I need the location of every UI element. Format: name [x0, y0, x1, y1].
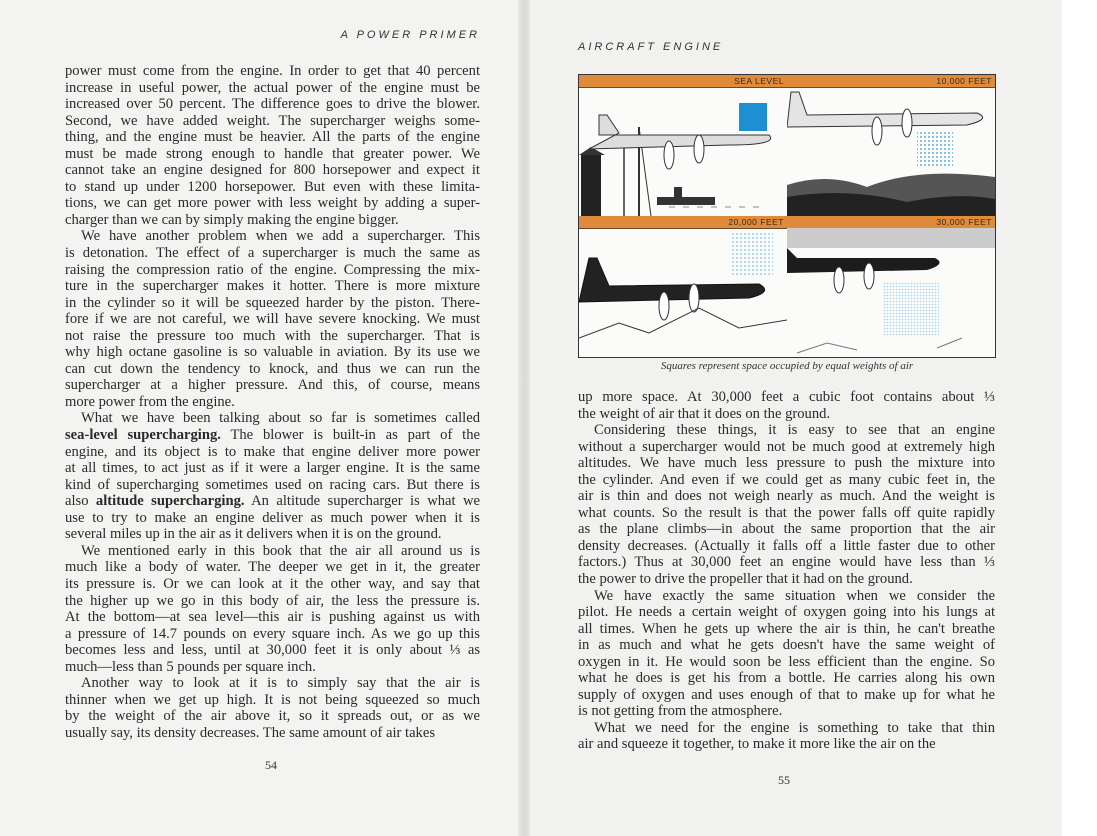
text-line: power must come from the engine. In order to get that 40 percent — [65, 63, 480, 79]
text-line: several miles up in the air as it delivers when it is on the ground. — [65, 526, 442, 543]
10000-feet-illustration — [787, 87, 995, 216]
text-line: Another way to look at it is to simply say that the air is — [81, 675, 480, 692]
text-line: tions, we can get more power with less weight by adding a super- — [65, 195, 480, 212]
right-page-body — [578, 389, 995, 753]
text-line: all times. When he gets up where the air is thin, he can't breathe — [578, 620, 995, 637]
text-segment: An altitude supercharger is what we — [244, 493, 480, 510]
text-line: What we have been talking about so far is sometimes called — [81, 410, 480, 427]
text-line: the weight of air that it does on the ground. — [578, 405, 831, 422]
20000-feet-illustration — [579, 228, 787, 357]
text-line: air is thin and does not weigh nearly as much. And the weight is — [578, 488, 995, 505]
text-line: cannot take an engine designed for 800 horsepower and expect it — [65, 162, 480, 179]
text-line: much like a body of water. The deeper we get in it, the greater — [65, 559, 480, 576]
text-line: We mentioned early in this book that the air all around us is — [81, 542, 480, 559]
text-segment: The blower is built-in as part of the — [220, 427, 480, 444]
text-line: to stand up under 1200 horsepower. But even with these limita- — [65, 178, 480, 195]
text-line: supply of oxygen and uses enough of that to make up for what he — [578, 686, 995, 703]
text-line — [65, 427, 480, 444]
text-line: supercharger at a higher pressure. And this, of course, means — [65, 377, 480, 394]
panel-label: 20,000 FEET — [728, 217, 784, 227]
text-line: the power to drive the propeller that it had on the ground. — [578, 571, 913, 588]
text-line: usually say, its density decreases. The same amount of air takes — [65, 724, 436, 741]
text-line: in as much and what he gets doesn't have the same weight of — [578, 637, 995, 654]
panel-label: 10,000 FEET — [936, 76, 992, 86]
text-line: a pressure of 14.7 pounds on every square inch. As we go up this — [65, 625, 480, 642]
panel-label: SEA LEVEL — [734, 76, 784, 86]
text-line: kind of supercharging sometimes used on racing cars. But there is — [65, 476, 480, 493]
page-number-right: 55 — [778, 773, 790, 787]
text-segment: also — [65, 493, 96, 510]
text-line: is not getting from the atmosphere. — [578, 703, 783, 720]
text-line: Considering these things, it is easy to see that an engine — [594, 422, 995, 439]
text-line: its pressure is. Or we can look at it the other way, and say that — [65, 575, 480, 592]
text-line: factors.) Thus at 30,000 feet an engine would have less than ⅓ — [578, 554, 995, 571]
running-head-left: A POWER PRIMER — [340, 29, 480, 41]
text-line: the higher up we go in this body of air, the less the pressure is. — [65, 592, 480, 609]
text-line: without a supercharger would not be much good at extremely high — [578, 438, 995, 455]
text-line: charger than we can by simply making the engine bigger. — [65, 211, 399, 228]
panel-20000-feet — [579, 216, 787, 357]
text-line: what counts. So the result is that the power falls off quite rapidly — [578, 504, 995, 521]
running-head-right: AIRCRAFT ENGINE — [578, 41, 724, 53]
left-page-body — [65, 63, 480, 741]
text-line: what he does is get his from a bottle. He carries along his own — [578, 670, 995, 687]
panel-30000-feet — [787, 216, 995, 357]
text-line: We have another problem when we add a supercharger. This — [81, 228, 480, 245]
text-line: pilot. He needs a certain weight of oxygen going into his lungs at — [578, 604, 995, 621]
text-line: At the bottom—at sea level—this air is pushing against us with — [65, 609, 480, 626]
text-line: use to try to make an engine deliver as much power when it is — [65, 509, 480, 526]
text-line: not raise the pressure too much with the supercharger. That is — [65, 327, 480, 344]
text-line: thinner when we get up high. It is not being squeezed so much — [65, 691, 480, 708]
text-line: air and squeeze it together, to make it more like the air on the — [578, 736, 936, 753]
text-line: What we need for the engine is something to take that thin — [594, 719, 995, 736]
text-line: as the plane climbs—in about the same proportion that the air — [578, 521, 995, 538]
text-line: engine, and its object is to make that engine deliver more power — [65, 443, 480, 460]
text-line: by the weight of the air above it, so it spreads out, or as we — [65, 708, 480, 725]
text-line: becomes less and less, until at 30,000 feet it is only about ⅓ as — [65, 642, 480, 659]
text-line: increase in useful power, the actual power of the engine must be — [65, 79, 480, 96]
page-number-left: 54 — [265, 758, 277, 772]
panel-sea-level — [579, 75, 787, 216]
text-line: We have exactly the same situation when we consider the — [594, 587, 995, 604]
text-line: up more space. At 30,000 feet a cubic foot contains about ⅓ — [578, 389, 995, 405]
text-line: increased over 50 percent. The difference goes to drive the blower. — [65, 96, 480, 113]
bold-term: sea-level supercharging. — [65, 427, 221, 444]
text-line: can cut down the tendency to knock, and thus we can run the — [65, 360, 480, 377]
text-line: at all times, to act just as if it were a larger engine. It is the same — [65, 460, 480, 477]
text-line: raising the compression ratio of the engine. Compressing the mix- — [65, 261, 480, 278]
text-line: much—less than 5 pounds per square inch. — [65, 658, 316, 675]
text-line: oxygen in it. He would soon be less efficient than the engine. So — [578, 653, 995, 670]
text-line: ture in the supercharger makes it hotter. There is more mixture — [65, 278, 480, 295]
text-line: Second, we have added weight. The supercharger weighs some- — [65, 112, 480, 129]
text-line: density decreases. (Actually it falls off a little faster due to other — [578, 537, 995, 554]
panel-label: 30,000 FEET — [936, 217, 992, 227]
text-line — [65, 493, 480, 510]
30000-feet-illustration — [787, 228, 995, 357]
text-line: more power from the engine. — [65, 393, 235, 410]
text-line: why high octane gasoline is so valuable in aviation. By its use we — [65, 344, 480, 361]
text-line: the cylinder. And even if we could get as many cubic feet in, the — [578, 471, 995, 488]
text-line: in the cylinder so it will be squeezed harder by the piston. There- — [65, 294, 480, 311]
altitude-figure — [578, 74, 996, 358]
panel-10000-feet — [787, 75, 995, 216]
text-line: is detonation. The effect of a supercharger is much the same as — [65, 245, 480, 262]
sea-level-illustration — [579, 87, 787, 216]
text-line: must be made strong enough to handle that greater power. We — [65, 145, 480, 162]
text-line: altitudes. We have much less pressure to push the mixture into — [578, 455, 995, 472]
figure-caption: Squares represent space occupied by equal weights of air — [660, 360, 914, 372]
text-line: thing, and the engine must be heavier. All the parts of the engine — [65, 129, 480, 146]
text-line: fore if we are not careful, we will have severe knocking. We must — [65, 311, 480, 328]
bold-term: altitude supercharging. — [95, 493, 245, 510]
